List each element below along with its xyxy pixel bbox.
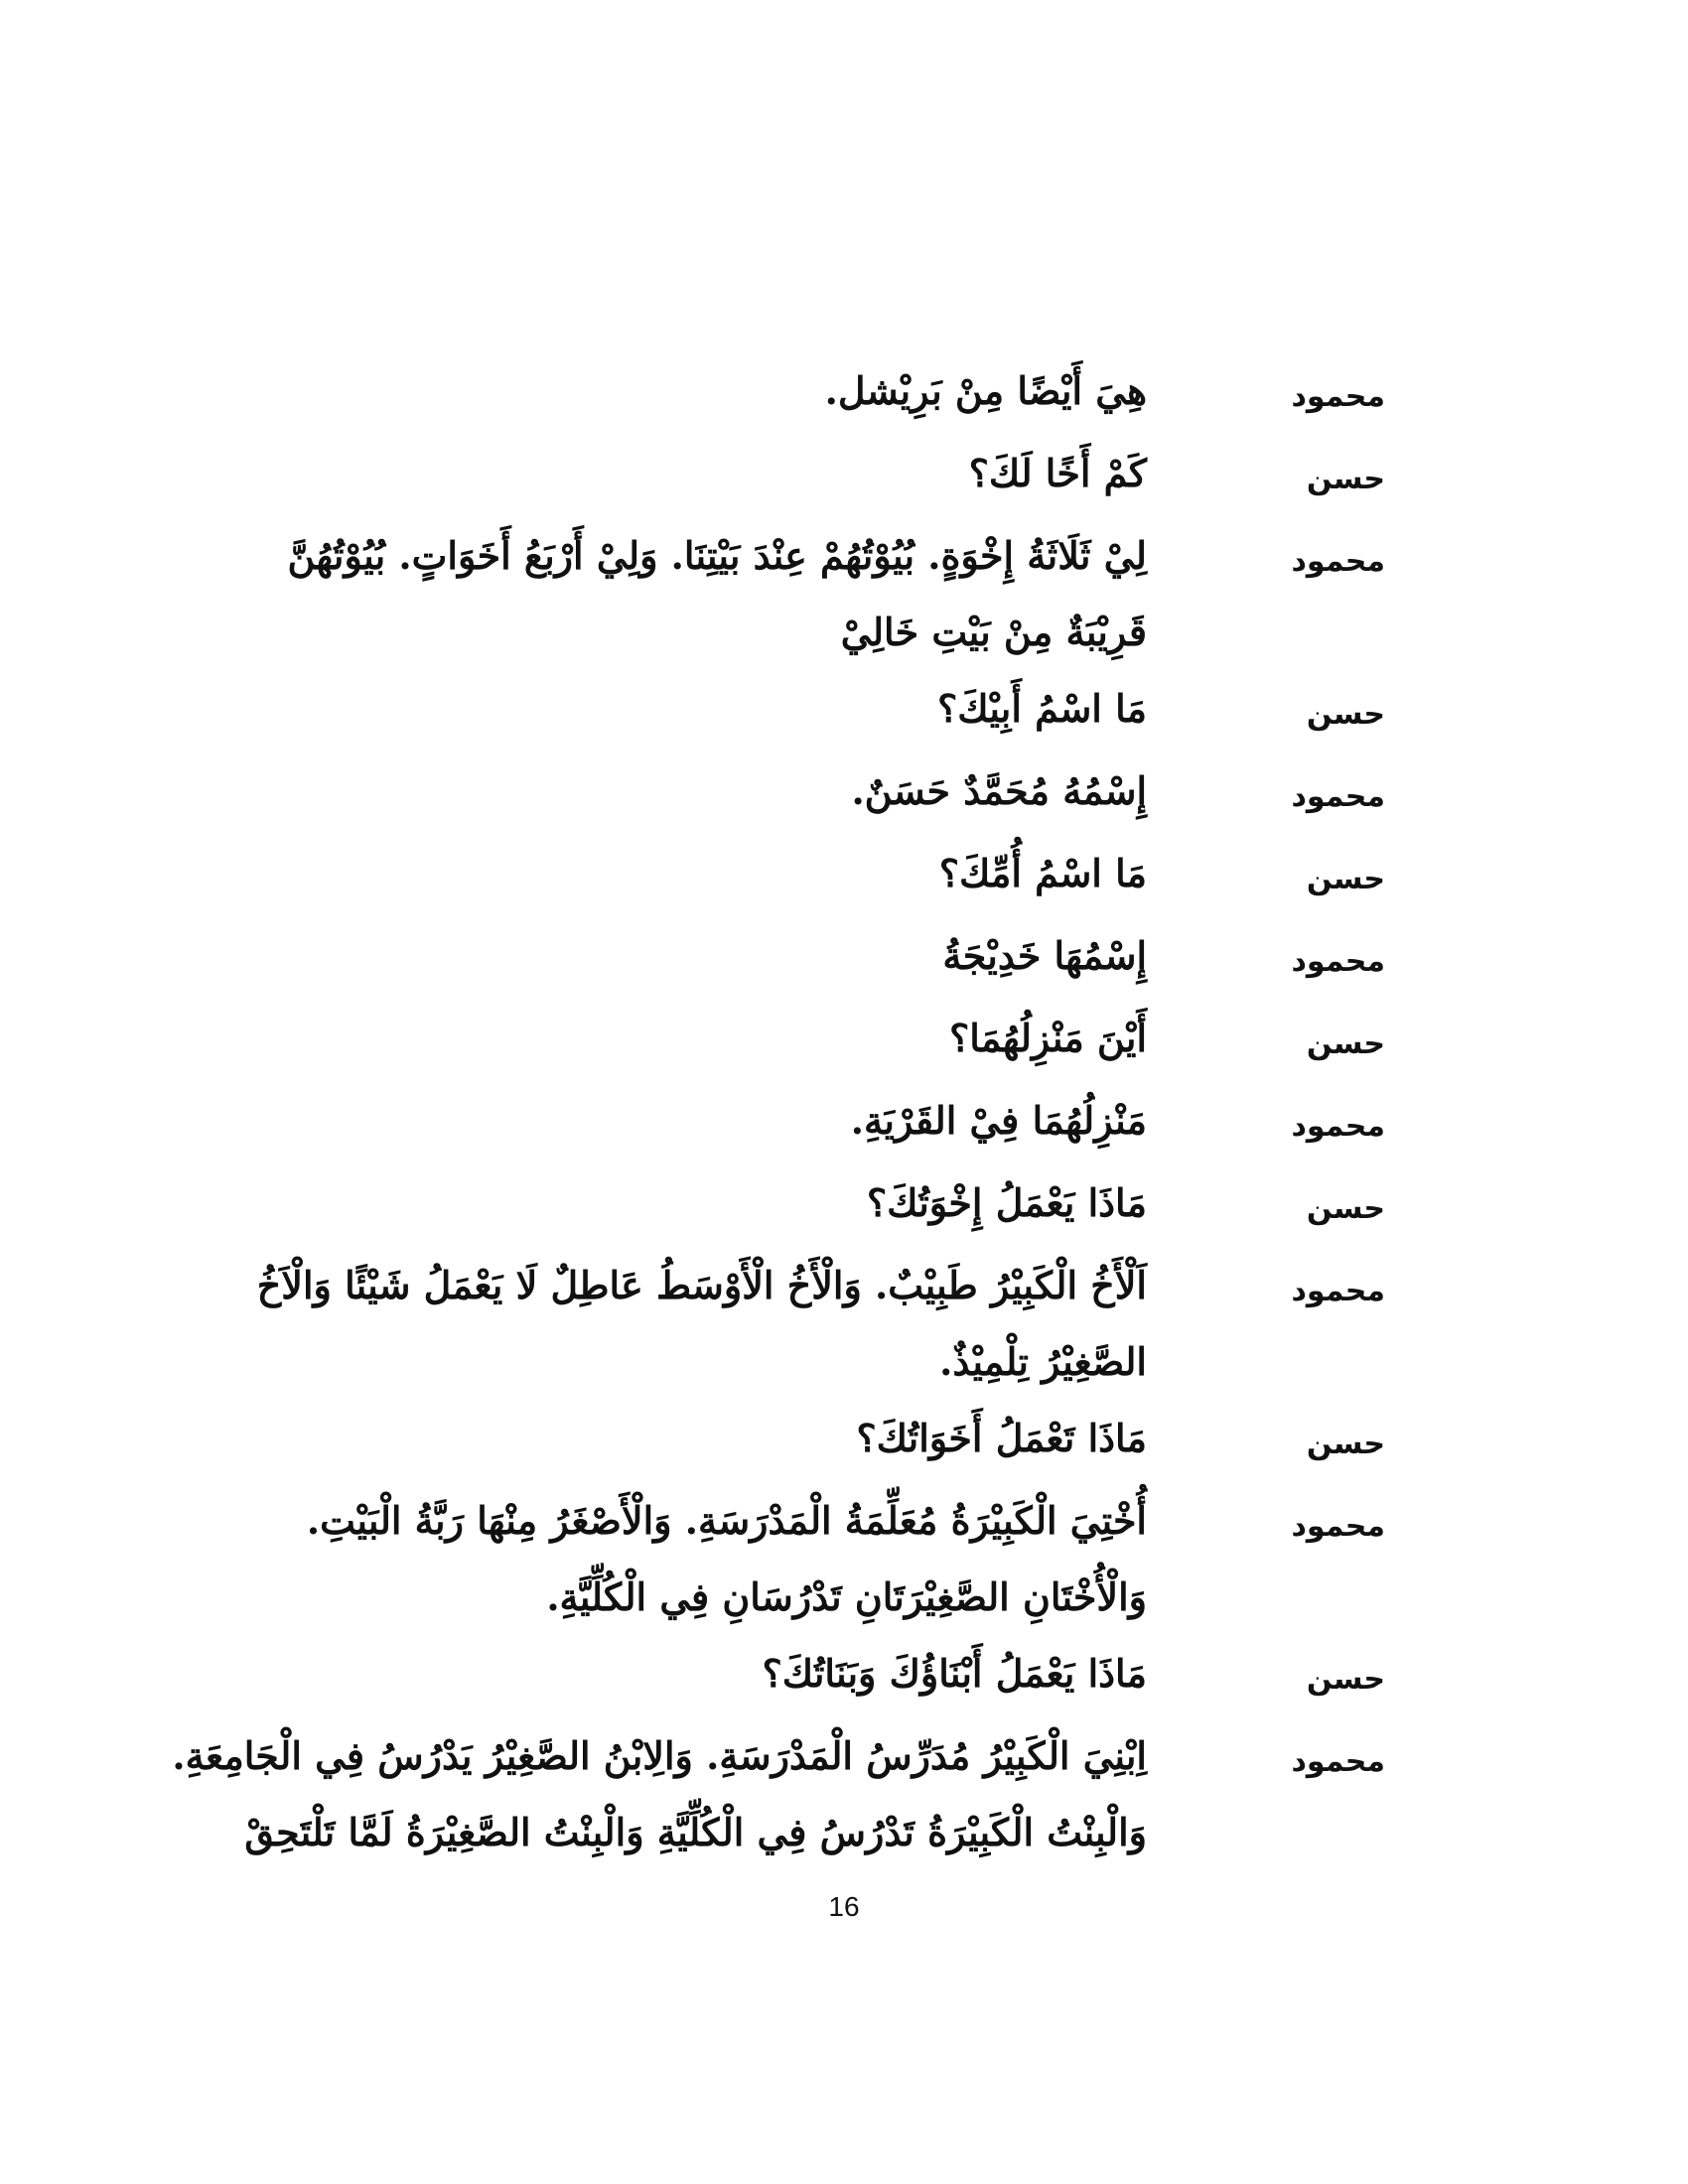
dialogue-text bbox=[283, 835, 1147, 911]
dialogue-text bbox=[283, 1482, 1147, 1635]
speaker-name: حسن bbox=[1306, 1427, 1385, 1461]
dialogue-row bbox=[172, 1717, 1385, 1870]
dialogue-line: مَاذَا يَعْمَلُ إِخْوَتُكَ؟ bbox=[867, 1180, 1147, 1225]
dialogue-line: مَا اسْمُ أَبِيْكَ؟ bbox=[937, 686, 1147, 731]
dialogue-text bbox=[283, 1635, 1147, 1711]
dialogue-row bbox=[283, 517, 1385, 670]
speaker-name: محمود bbox=[1291, 1509, 1385, 1544]
dialogue-line: اَلْأَخُ الْكَبِيْرُ طَبِيْبٌ. وَالْأَخُ الْأَوْسَطُ عَاطِلٌ لَا يَعْمَلُ شَيْئًا وَالْاَخُ bbox=[256, 1263, 1147, 1307]
dialogue-text bbox=[172, 1717, 1147, 1870]
dialogue-line: قَرِيْبَةٌ مِنْ بَيْتِ خَالِيْ bbox=[840, 610, 1147, 654]
dialogue-line: أُخْتِيَ الْكَبِيْرَةُ مُعَلِّمَةُ الْمَدْرَسَةِ. وَالْأَصْغَرُ مِنْهَا رَبَّةُ الْبَيْتِ. bbox=[306, 1498, 1147, 1543]
dialogue-row bbox=[283, 1400, 1385, 1482]
speaker-name: محمود bbox=[1291, 379, 1385, 414]
speaker-name: حسن bbox=[1306, 1191, 1385, 1226]
dialogue-row bbox=[283, 1482, 1385, 1635]
dialogue-text bbox=[283, 917, 1147, 994]
dialogue-line: إِسْمُهُ مُحَمَّدٌ حَسَنٌ. bbox=[851, 768, 1147, 813]
dialogue-text bbox=[283, 670, 1147, 747]
dialogue-text bbox=[283, 517, 1147, 670]
dialogue-line: اِبْنِيَ الْكَبِيْرُ مُدَرِّسُ الْمَدْرَسَةِ. وَالِابْنُ الصَّغِيْرُ يَدْرُسُ فِي الْجَامِعَةِ. bbox=[172, 1733, 1147, 1778]
dialogue-row bbox=[283, 1082, 1385, 1164]
dialogue bbox=[172, 352, 1385, 1870]
dialogue-line: مَنْزِلُهُمَا فِيْ القَرْيَةِ. bbox=[850, 1098, 1147, 1143]
dialogue-line: وَالْأُخْتَانِ الصَّغِيْرَتَانِ تَدْرُسَانِ فِي الْكُلِّيَّةِ. bbox=[546, 1574, 1147, 1619]
speaker-name: محمود bbox=[1291, 1744, 1385, 1779]
dialogue-row bbox=[283, 670, 1385, 752]
dialogue-line: الصَّغِيْرُ تِلْمِيْذٌ. bbox=[939, 1339, 1147, 1384]
speaker-name: حسن bbox=[1306, 862, 1385, 896]
dialogue-row bbox=[256, 1247, 1385, 1400]
speaker-name: محمود bbox=[1291, 779, 1385, 814]
dialogue-text bbox=[283, 435, 1147, 511]
dialogue-row bbox=[283, 1164, 1385, 1247]
dialogue-text bbox=[283, 1000, 1147, 1076]
dialogue-text bbox=[283, 1400, 1147, 1476]
dialogue-line: هِيَ أَيْضًا مِنْ بَرِيْشل. bbox=[824, 368, 1147, 413]
dialogue-line: مَاذَا تَعْمَلُ أَخَوَاتُكَ؟ bbox=[856, 1416, 1147, 1460]
speaker-name: محمود bbox=[1291, 1109, 1385, 1144]
dialogue-text bbox=[283, 752, 1147, 829]
dialogue-text bbox=[283, 352, 1147, 429]
dialogue-line: أَيْنَ مَنْزِلُهُمَا؟ bbox=[949, 1016, 1147, 1060]
dialogue-line: إِسْمُهَا خَدِيْجَةُ bbox=[942, 933, 1147, 978]
dialogue-row bbox=[283, 1635, 1385, 1717]
dialogue-line: لِيْ ثَلَاثَةُ إِخْوَةٍ. بُيُوْتُهُمْ عِنْدَ بَيْتِنَا. وَلِيْ أَرْبَعُ أَخَوَاتٍ. بُيُوْتُهُنَّ bbox=[287, 533, 1147, 578]
speaker-name: حسن bbox=[1306, 697, 1385, 732]
dialogue-line: كَمْ أَخًا لَكَ؟ bbox=[968, 451, 1147, 495]
speaker-name: حسن bbox=[1306, 1662, 1385, 1697]
page-number: 16 bbox=[828, 1891, 860, 1922]
speaker-name: محمود bbox=[1291, 1274, 1385, 1308]
speaker-name: حسن bbox=[1306, 462, 1385, 496]
dialogue-text bbox=[283, 1082, 1147, 1159]
speaker-name: محمود bbox=[1291, 944, 1385, 979]
dialogue-line: وَالْبِنْتُ الْكَبِيْرَةُ تَدْرُسُ فِي الْكُلِّيَّةِ وَالْبِنْتُ الصَّغِيْرَةُ لَمَّا تَلْتَحِقْ bbox=[244, 1810, 1147, 1854]
dialogue-row bbox=[283, 435, 1385, 517]
dialogue-row bbox=[283, 752, 1385, 835]
dialogue-line: مَا اسْمُ أُمِّكَ؟ bbox=[938, 851, 1147, 895]
dialogue-row bbox=[283, 1000, 1385, 1082]
dialogue-row bbox=[283, 917, 1385, 1000]
speaker-name: محمود bbox=[1291, 544, 1385, 579]
dialogue-row bbox=[283, 352, 1385, 435]
speaker-name: حسن bbox=[1306, 1026, 1385, 1061]
dialogue-row bbox=[283, 835, 1385, 917]
dialogue-line: مَاذَا يَعْمَلُ أَبْنَاؤُكَ وَبَنَاتُكَ؟ bbox=[762, 1651, 1147, 1696]
dialogue-text bbox=[257, 1247, 1147, 1400]
dialogue-text bbox=[283, 1164, 1147, 1241]
